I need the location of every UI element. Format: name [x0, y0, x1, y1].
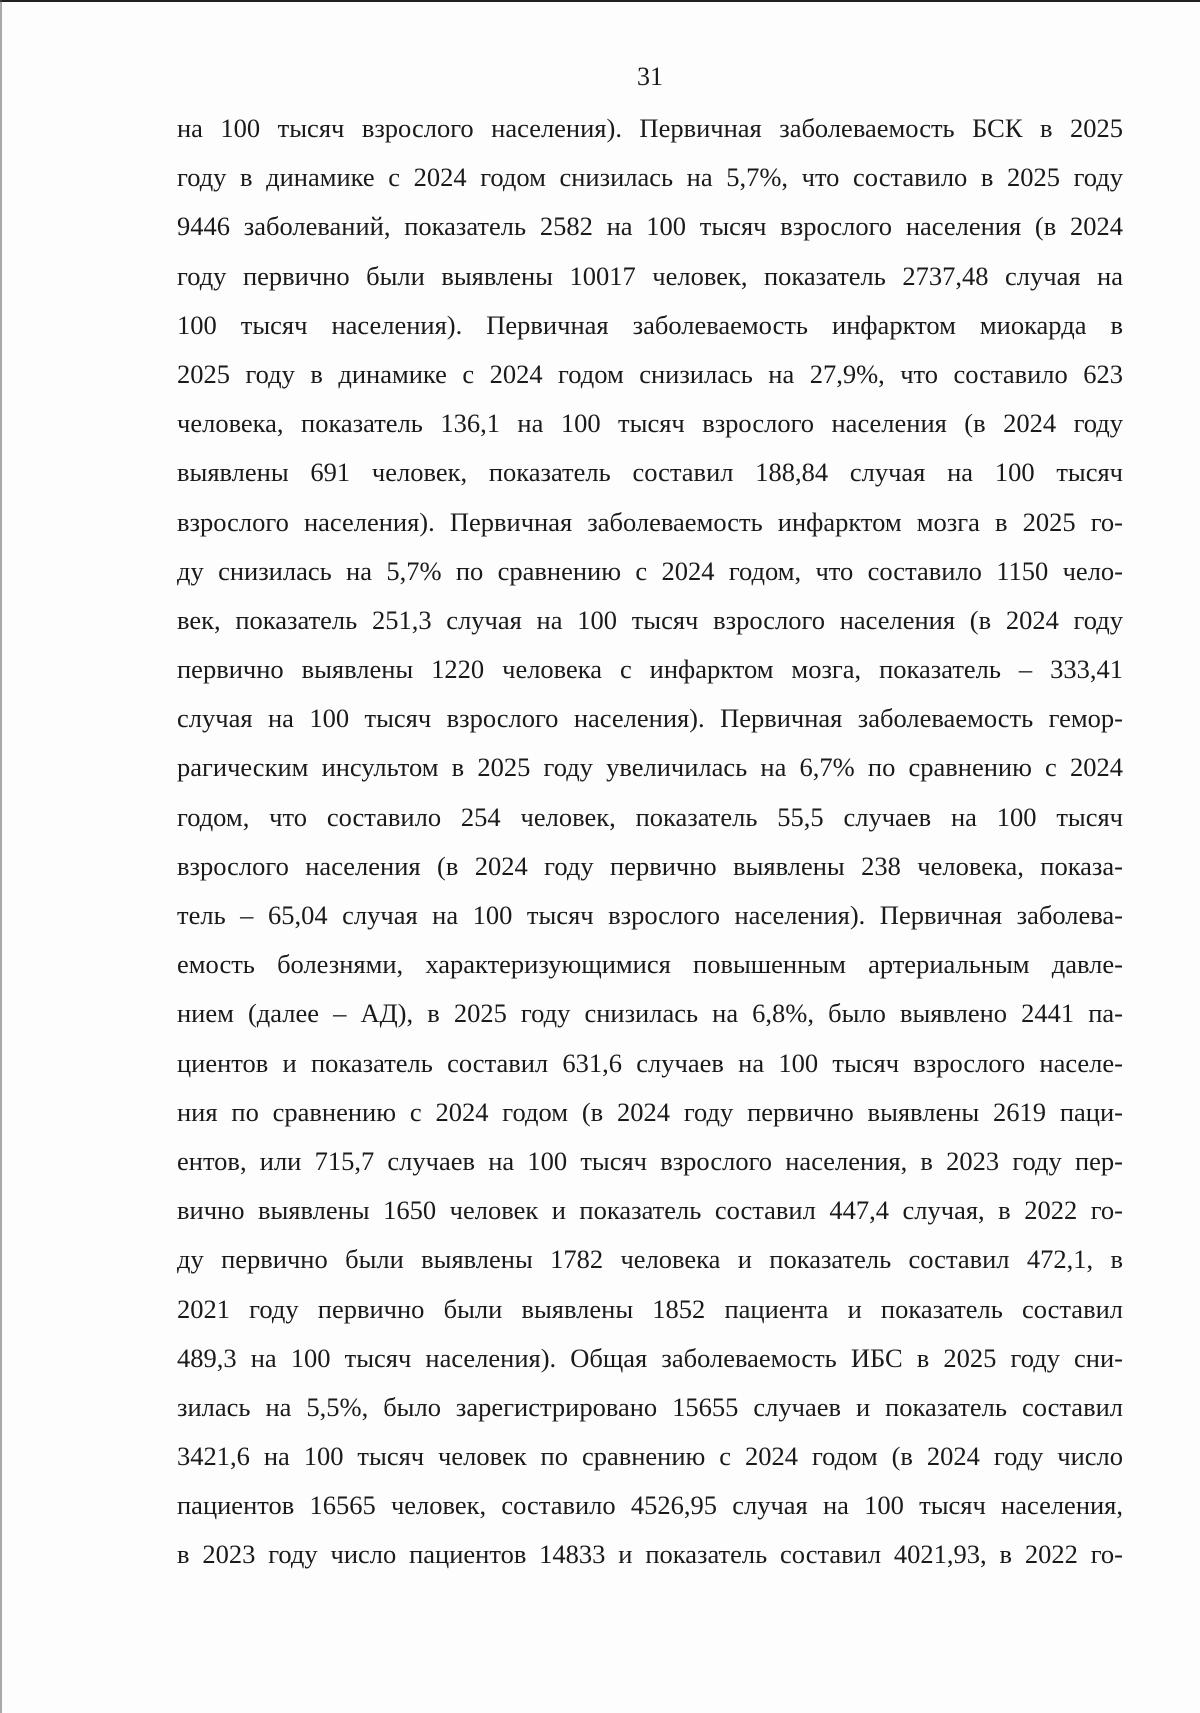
- text-line: пациентов 16565 человек, составило 4526,95 случая на 100 тысяч населения,: [177, 1490, 1123, 1521]
- text-line: ду снизилась на 5,7% по сравнению с 2024 годом, что составило 1150 чело-: [177, 555, 1123, 586]
- text-line: 2025 году в динамике с 2024 годом снизилась на 27,9%, что составило 623: [177, 358, 1123, 389]
- text-line: 2021 году первично были выявлены 1852 пациента и показатель составил: [177, 1293, 1123, 1324]
- page-left-edge: [0, 0, 2, 1713]
- text-line: 3421,6 на 100 тысяч человек по сравнению с 2024 годом (в 2024 году число: [177, 1441, 1123, 1472]
- page-top-edge: [0, 0, 1200, 2]
- body-paragraph: [177, 104, 1123, 1580]
- text-line: рагическим инсультом в 2025 году увеличилась на 6,7% по сравнению с 2024: [177, 752, 1123, 783]
- text-line: ду первично были выявлены 1782 человека и показатель составил 472,1, в: [177, 1244, 1123, 1275]
- text-line: годом, что составило 254 человек, показатель 55,5 случаев на 100 тысяч: [177, 801, 1123, 832]
- text-line: емость болезнями, характеризующимися повышенным артериальным давле-: [177, 949, 1123, 980]
- text-line: век, показатель 251,3 случая на 100 тысяч взрослого населения (в 2024 году: [177, 604, 1123, 635]
- text-line: зилась на 5,5%, было зарегистрировано 15655 случаев и показатель составил: [177, 1391, 1123, 1422]
- text-line: году первично были выявлены 10017 человек, показатель 2737,48 случая на: [177, 260, 1123, 291]
- page-number: 31: [637, 62, 663, 91]
- text-line: ентов, или 715,7 случаев на 100 тысяч взрослого населения, в 2023 году пер-: [177, 1145, 1123, 1176]
- text-line: на 100 тысяч взрослого населения). Первичная заболеваемость БСК в 2025: [177, 113, 1123, 143]
- text-line: 489,3 на 100 тысяч населения). Общая заболеваемость ИБС в 2025 году сни-: [177, 1342, 1123, 1373]
- text-line: человека, показатель 136,1 на 100 тысяч взрослого населения (в 2024 году: [177, 408, 1123, 439]
- text-line: 9446 заболеваний, показатель 2582 на 100 тысяч взрослого населения (в 2024: [177, 211, 1123, 242]
- text-line: ния по сравнению с 2024 годом (в 2024 году первично выявлены 2619 паци-: [177, 1096, 1123, 1127]
- text-line: вично выявлены 1650 человек и показатель составил 447,4 случая, в 2022 го-: [177, 1195, 1123, 1226]
- text-line: взрослого населения (в 2024 году первично выявлены 238 человека, показа-: [177, 850, 1123, 881]
- text-line: взрослого населения). Первичная заболеваемость инфарктом мозга в 2025 го-: [177, 506, 1123, 537]
- text-line: тель – 65,04 случая на 100 тысяч взрослого населения). Первичная заболева-: [177, 900, 1123, 930]
- text-line: нием (далее – АД), в 2025 году снизилась на 6,8%, было выявлено 2441 па-: [177, 998, 1123, 1029]
- text-line: первично выявлены 1220 человека с инфарктом мозга, показатель – 333,41: [177, 654, 1123, 685]
- text-line: случая на 100 тысяч взрослого населения). Первичная заболеваемость гемор-: [177, 703, 1123, 734]
- text-line: году в динамике с 2024 годом снизилась на 5,7%, что составило в 2025 году: [177, 162, 1123, 193]
- text-line: в 2023 году число пациентов 14833 и показатель составил 4021,93, в 2022 го-: [177, 1539, 1123, 1570]
- text-line: 100 тысяч населения). Первичная заболеваемость инфарктом миокарда в: [177, 309, 1123, 340]
- text-line: циентов и показатель составил 631,6 случаев на 100 тысяч взрослого населе-: [177, 1047, 1123, 1078]
- text-line: выявлены 691 человек, показатель составил 188,84 случая на 100 тысяч: [177, 457, 1123, 488]
